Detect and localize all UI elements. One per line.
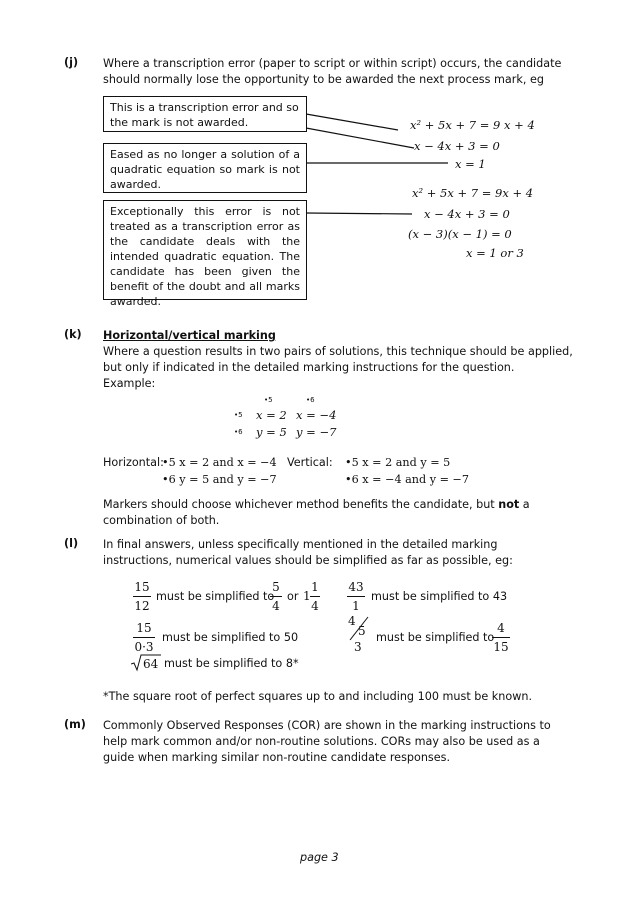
fraction-43-1: 43 1 [348,580,364,613]
f4-text: must be simplified to [376,631,495,644]
annotation-box-exceptionally: Exceptionally this error is not treated as a transcription error as the candidate deals with the intended quadratic equation. The candidate has been given the benefit of the doubt and all marks awarded. [103,200,307,300]
fraction-15-0.3: 15 0·3 [134,621,154,654]
footnote: *The square root of perfect squares up to and including 100 must be known. [103,690,533,703]
vertical-line-2: •6 x = −4 and y = −7 [345,473,470,486]
f3-text: must be simplified to 50 [162,631,299,644]
sqrt-64: 64 [131,654,161,672]
f1-text: must be simplified to [156,590,275,603]
pointer-line-2 [306,128,414,148]
eq-b3: (x − 3)(x − 1) = 0 [408,227,512,241]
row5-b: x = −4 [296,408,337,422]
horizontal-line-2: •6 y = 5 and y = −7 [162,473,277,486]
section-m-text: Commonly Observed Responses (COR) are shown in the marking instructions to help mark common and/or non-routine solutions. CORs may also be used as a guide when marking similar non-routine candidate responses. [103,719,551,764]
section-j-intro: Where a transcription error (paper to script or within script) occurs, the candidate should normally lose the opportunity to be awarded the next process mark, eg [103,57,562,86]
section-k-intro: Where a question results in two pairs of solutions, this technique should be applied, but only if indicated in the detailed marking instructions for the question. [103,345,573,374]
row6-a: y = 5 [256,425,287,439]
f2-text: must be simplified to 43 [371,590,508,603]
section-k-label: (k) [64,328,82,341]
eq-a2: x − 4x + 3 = 0 [414,139,500,153]
mixed-whole: 1 [303,589,311,603]
row6-b: y = −7 [296,425,337,439]
annotation-box-eased: Eased as no longer a solution of a quadratic equation so mark is not awarded. [103,143,307,193]
section-j-label: (j) [64,56,79,69]
f1-or: or [287,590,299,603]
pointer-line-4 [306,213,412,214]
f5-text: must be simplified to 8* [164,657,299,670]
pointer-line-1 [306,114,398,130]
pointer-lines [0,0,638,330]
eq-a1: x² + 5x + 7 = 9 x + 4 [410,118,535,132]
markers-note: Markers should choose whichever method benefits the candidate, but not a combination of both. [103,498,530,527]
compound-fraction-4-5-over-3: 4 5 3 [346,614,372,654]
fraction-mixed-1-4: 1 4 [311,580,319,613]
page-number: page 3 [300,851,339,864]
row-label-5: •5 [234,411,243,419]
eq-b1: x² + 5x + 7 = 9x + 4 [412,186,534,200]
example-label: Example: [103,377,156,390]
vertical-label: Vertical: [287,456,333,469]
annotation-box-transcription: This is a transcription error and so the mark is not awarded. [103,96,307,132]
fraction-4-15: 4 15 [493,621,509,654]
section-l-label: (l) [64,537,79,550]
eq-b2: x − 4x + 3 = 0 [424,207,510,221]
col-header-6: •6 [306,396,315,404]
eq-b4: x = 1 or 3 [466,246,524,260]
row-label-6: •6 [234,428,243,436]
horizontal-label: Horizontal: [103,456,164,469]
section-l-intro: In final answers, unless specifically mentioned in the detailed marking instructions, numerical values should be simplified as far as possible, eg: [103,538,513,567]
horizontal-line-1: •5 x = 2 and x = −4 [162,456,277,469]
vertical-line-1: •5 x = 2 and y = 5 [345,456,451,469]
row5-a: x = 2 [256,408,287,422]
fraction-15-12: 15 12 [134,580,150,613]
col-header-5: •5 [264,396,273,404]
section-k-title: Horizontal/vertical marking [103,329,276,342]
eq-a3: x = 1 [455,157,486,171]
section-m-label: (m) [64,718,86,731]
fraction-5-4: 5 4 [270,580,282,613]
